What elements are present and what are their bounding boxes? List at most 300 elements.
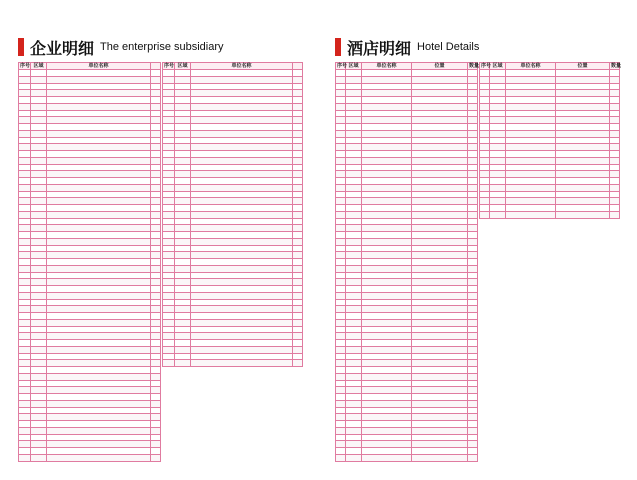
table-cell [163, 306, 175, 313]
table-cell [346, 198, 362, 205]
hotel-title-en: Hotel Details [417, 41, 480, 53]
table-cell [506, 164, 556, 171]
table-cell [362, 211, 412, 218]
table-cell [336, 232, 346, 239]
table-cell [151, 124, 161, 131]
table-cell [191, 346, 293, 353]
table-cell [412, 151, 468, 158]
header-count: 数量 [611, 63, 622, 69]
table-cell [362, 245, 412, 252]
table-cell [346, 130, 362, 137]
hotel-title-zh: 酒店明细 [347, 38, 412, 58]
table-cell [412, 319, 468, 326]
table-cell [47, 198, 151, 205]
table-cell [151, 164, 161, 171]
table-cell [175, 306, 191, 313]
table-cell [31, 387, 47, 394]
table-row [336, 151, 478, 158]
table-cell [163, 286, 175, 293]
table-cell [47, 245, 151, 252]
table-cell [346, 360, 362, 367]
table-row [480, 137, 620, 144]
table-cell [610, 178, 620, 185]
table-cell [31, 130, 47, 137]
table-cell [336, 184, 346, 191]
table-cell [151, 400, 161, 407]
table-row [336, 144, 478, 151]
table-cell [468, 205, 478, 212]
table-cell [163, 313, 175, 320]
table-cell [412, 394, 468, 401]
table-cell [556, 90, 610, 97]
table-cell [468, 380, 478, 387]
table-cell [31, 340, 47, 347]
table-cell [31, 353, 47, 360]
table-cell [191, 232, 293, 239]
table-cell [346, 238, 362, 245]
table-cell [468, 171, 478, 178]
table-cell [47, 117, 151, 124]
table-cell [31, 70, 47, 77]
table-cell [175, 245, 191, 252]
table-cell [151, 441, 161, 448]
table-cell [336, 130, 346, 137]
table-cell [468, 110, 478, 117]
table-cell [346, 400, 362, 407]
table-cell [610, 90, 620, 97]
table-cell [151, 360, 161, 367]
table-cell [19, 103, 31, 110]
table-cell [412, 232, 468, 239]
table-cell [556, 76, 610, 83]
table-cell [346, 83, 362, 90]
table-cell [175, 232, 191, 239]
table-cell [506, 191, 556, 198]
table-cell [163, 198, 175, 205]
table-cell [31, 171, 47, 178]
table-cell [468, 367, 478, 374]
table-cell [47, 319, 151, 326]
table-cell [47, 400, 151, 407]
table-row [19, 184, 161, 191]
table-cell [19, 387, 31, 394]
table-cell [336, 454, 346, 461]
table-cell [362, 97, 412, 104]
table-cell [412, 198, 468, 205]
table-row [336, 198, 478, 205]
table-cell [191, 76, 293, 83]
table-cell [610, 205, 620, 212]
table-cell [151, 238, 161, 245]
table-cell [19, 373, 31, 380]
table-cell [19, 394, 31, 401]
table-cell [175, 151, 191, 158]
table-cell [293, 238, 303, 245]
table-cell [336, 373, 346, 380]
hotel-section-title [335, 36, 479, 58]
table-cell [346, 232, 362, 239]
table-cell [336, 144, 346, 151]
table-cell [293, 225, 303, 232]
table-cell [163, 279, 175, 286]
table-cell [31, 299, 47, 306]
table-row [336, 70, 478, 77]
table-cell [175, 313, 191, 320]
table-cell [506, 151, 556, 158]
table-cell [47, 137, 151, 144]
table-cell [362, 252, 412, 259]
table-cell [293, 130, 303, 137]
table-cell [19, 164, 31, 171]
table-cell [19, 245, 31, 252]
table-cell [151, 407, 161, 414]
table-row [336, 360, 478, 367]
table-row [19, 346, 161, 353]
table-cell [19, 333, 31, 340]
table-cell [336, 326, 346, 333]
table-cell [336, 380, 346, 387]
table-cell [412, 184, 468, 191]
table-row [19, 394, 161, 401]
table-cell [412, 191, 468, 198]
table-cell [19, 265, 31, 272]
table-cell [47, 144, 151, 151]
table-cell [346, 326, 362, 333]
table-cell [31, 400, 47, 407]
table-cell [163, 178, 175, 185]
table-cell [47, 76, 151, 83]
table-cell [346, 211, 362, 218]
table-cell [412, 427, 468, 434]
table-cell [412, 360, 468, 367]
table-cell [191, 326, 293, 333]
table-cell [468, 103, 478, 110]
table-cell [163, 110, 175, 117]
header-no: 序号 [20, 63, 31, 69]
table-cell [412, 286, 468, 293]
table-cell [31, 434, 47, 441]
table-cell [412, 454, 468, 461]
table-cell [412, 144, 468, 151]
table-cell [556, 171, 610, 178]
table-cell [412, 130, 468, 137]
table-cell [468, 259, 478, 266]
table-cell [412, 238, 468, 245]
table-cell [47, 151, 151, 158]
table-cell [191, 259, 293, 266]
table-cell [151, 103, 161, 110]
table-row [19, 286, 161, 293]
table-cell [610, 171, 620, 178]
table-cell [47, 279, 151, 286]
table-row [163, 124, 303, 131]
table-cell [556, 151, 610, 158]
table-cell [151, 421, 161, 428]
table-row [336, 326, 478, 333]
table-cell [191, 103, 293, 110]
table-row [163, 157, 303, 164]
table-row [336, 313, 478, 320]
table-cell [336, 346, 346, 353]
table-cell [19, 144, 31, 151]
header-name: 单位名称 [191, 63, 293, 70]
table-cell [293, 83, 303, 90]
table-cell [556, 157, 610, 164]
table-cell [556, 205, 610, 212]
table-header-row [19, 63, 161, 70]
table-cell [412, 97, 468, 104]
table-cell [506, 198, 556, 205]
table-row [163, 117, 303, 124]
table-cell [47, 110, 151, 117]
table-cell [19, 83, 31, 90]
table-cell [19, 427, 31, 434]
table-cell [191, 265, 293, 272]
table-cell [175, 211, 191, 218]
table-cell [336, 157, 346, 164]
table-cell [31, 97, 47, 104]
table-cell [468, 434, 478, 441]
table-row [336, 333, 478, 340]
table-cell [31, 454, 47, 461]
table-row [19, 232, 161, 239]
table-cell [175, 326, 191, 333]
table-row [336, 299, 478, 306]
table-cell [362, 144, 412, 151]
table-cell [468, 306, 478, 313]
table-row [163, 218, 303, 225]
table-cell [31, 205, 47, 212]
table-cell [293, 340, 303, 347]
table-row [19, 171, 161, 178]
table-cell [47, 225, 151, 232]
table-cell [362, 265, 412, 272]
table-row [336, 286, 478, 293]
table-cell [346, 178, 362, 185]
table-cell [191, 340, 293, 347]
table-cell [506, 184, 556, 191]
table-cell [412, 340, 468, 347]
table-cell [412, 313, 468, 320]
table-cell [468, 184, 478, 191]
table-cell [31, 259, 47, 266]
table-row [163, 184, 303, 191]
table-cell [19, 110, 31, 117]
table-cell [468, 340, 478, 347]
table-cell [412, 70, 468, 77]
hotel-table-right [479, 62, 620, 219]
table-cell [412, 117, 468, 124]
table-cell [346, 225, 362, 232]
table-cell [191, 178, 293, 185]
enterprise-section-title [18, 36, 224, 58]
table-cell [362, 353, 412, 360]
table-cell [191, 292, 293, 299]
table-cell [175, 353, 191, 360]
table-cell [336, 407, 346, 414]
table-cell [610, 117, 620, 124]
table-cell [19, 380, 31, 387]
enterprise-table-right [162, 62, 303, 367]
table-cell [480, 83, 490, 90]
table-row [336, 353, 478, 360]
table-cell [293, 245, 303, 252]
table-row [19, 313, 161, 320]
table-cell [336, 178, 346, 185]
table-row [480, 76, 620, 83]
table-cell [47, 83, 151, 90]
table-cell [293, 191, 303, 198]
table-cell [362, 441, 412, 448]
table-row [163, 164, 303, 171]
table-cell [151, 387, 161, 394]
table-cell [293, 319, 303, 326]
table-cell [412, 211, 468, 218]
table-cell [31, 191, 47, 198]
table-cell [336, 441, 346, 448]
table-cell [346, 313, 362, 320]
table-cell [346, 373, 362, 380]
table-cell [346, 110, 362, 117]
table-cell [362, 326, 412, 333]
table-cell [19, 340, 31, 347]
table-cell [191, 184, 293, 191]
table-cell [151, 70, 161, 77]
table-cell [19, 97, 31, 104]
table-cell [346, 117, 362, 124]
table-cell [362, 164, 412, 171]
table-cell [506, 205, 556, 212]
table-cell [175, 292, 191, 299]
table-cell [490, 124, 506, 131]
table-cell [346, 272, 362, 279]
table-cell [31, 144, 47, 151]
table-row [163, 151, 303, 158]
table-cell [19, 198, 31, 205]
table-cell [412, 225, 468, 232]
table-row [19, 157, 161, 164]
table-row [336, 252, 478, 259]
table-cell [293, 70, 303, 77]
table-cell [362, 306, 412, 313]
table-cell [293, 103, 303, 110]
table-cell [480, 211, 490, 218]
table-cell [480, 97, 490, 104]
table-cell [412, 83, 468, 90]
table-cell [175, 178, 191, 185]
table-cell [468, 144, 478, 151]
table-cell [412, 76, 468, 83]
table-cell [336, 83, 346, 90]
header-area: 区域 [175, 63, 191, 70]
table-row [163, 137, 303, 144]
table-row [336, 232, 478, 239]
table-row [163, 360, 303, 367]
table-row [336, 238, 478, 245]
table-cell [490, 137, 506, 144]
table-cell [362, 157, 412, 164]
table-cell [163, 319, 175, 326]
table-cell [412, 178, 468, 185]
table-cell [506, 83, 556, 90]
table-cell [31, 76, 47, 83]
table-row [19, 367, 161, 374]
table-cell [506, 178, 556, 185]
table-cell [293, 306, 303, 313]
table-cell [31, 414, 47, 421]
table-cell [293, 286, 303, 293]
table-cell [362, 272, 412, 279]
table-cell [468, 191, 478, 198]
table-cell [151, 313, 161, 320]
table-row [336, 83, 478, 90]
table-cell [412, 333, 468, 340]
table-cell [151, 414, 161, 421]
table-cell [490, 184, 506, 191]
table-cell [47, 265, 151, 272]
table-cell [336, 70, 346, 77]
table-row [19, 225, 161, 232]
table-cell [191, 272, 293, 279]
table-cell [19, 124, 31, 131]
table-cell [362, 286, 412, 293]
table-cell [151, 340, 161, 347]
table-cell [31, 117, 47, 124]
table-cell [480, 103, 490, 110]
table-cell [556, 191, 610, 198]
table-cell [346, 76, 362, 83]
table-cell [412, 252, 468, 259]
table-cell [31, 346, 47, 353]
enterprise-table-left [18, 62, 161, 462]
header-position: 位置 [412, 63, 468, 70]
table-cell [191, 245, 293, 252]
header-name: 单位名称 [506, 63, 556, 70]
table-cell [468, 299, 478, 306]
table-row [163, 259, 303, 266]
table-cell [336, 218, 346, 225]
table-row [163, 178, 303, 185]
table-cell [346, 137, 362, 144]
table-cell [412, 434, 468, 441]
table-cell [151, 198, 161, 205]
table-row [336, 184, 478, 191]
table-cell [163, 292, 175, 299]
table-cell [47, 380, 151, 387]
table-cell [610, 211, 620, 218]
table-cell [19, 346, 31, 353]
table-cell [175, 144, 191, 151]
table-cell [362, 319, 412, 326]
table-cell [31, 272, 47, 279]
table-cell [556, 164, 610, 171]
table-cell [336, 421, 346, 428]
table-cell [47, 286, 151, 293]
table-cell [293, 151, 303, 158]
table-cell [151, 171, 161, 178]
table-row [163, 346, 303, 353]
table-cell [47, 97, 151, 104]
table-cell [151, 434, 161, 441]
table-cell [556, 211, 610, 218]
table-cell [468, 441, 478, 448]
table-row [163, 225, 303, 232]
table-cell [31, 124, 47, 131]
table-cell [293, 164, 303, 171]
table-cell [163, 205, 175, 212]
table-cell [19, 353, 31, 360]
table-cell [468, 427, 478, 434]
